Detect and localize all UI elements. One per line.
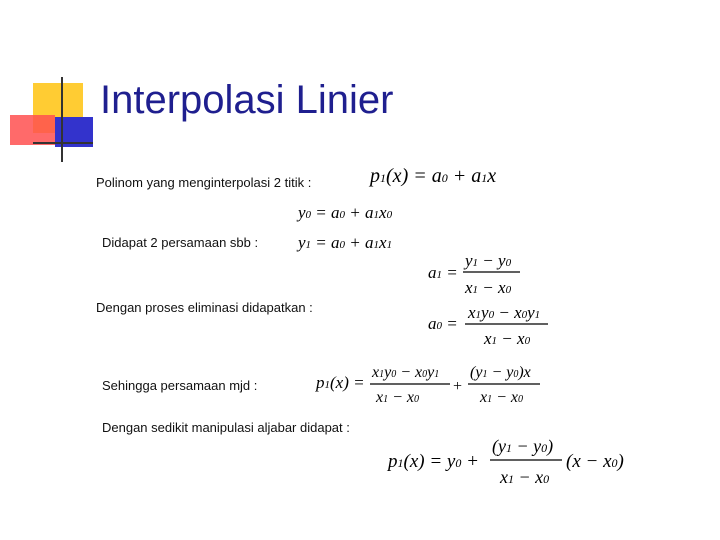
equation-polinom	[368, 165, 496, 187]
svg-text:a0 =: a0 =	[428, 314, 458, 333]
label-sehingga: Sehingga persamaan mjd :	[102, 378, 258, 393]
label-didapat: Didapat 2 persamaan sbb :	[102, 235, 259, 250]
equation-a0	[428, 303, 548, 348]
svg-text:+: +	[453, 378, 463, 395]
equation-p1-final	[386, 436, 624, 487]
svg-text:p1(x) = a0 + a1x: p1(x) = a0 + a1x	[370, 165, 497, 187]
svg-text:x1 − x0: x1 − x0	[500, 467, 550, 487]
svg-text:(x − x0): (x − x0)	[566, 451, 624, 472]
svg-text:x1y0 − x0y1: x1y0 − x0y1	[468, 303, 541, 322]
equation-a1	[428, 251, 520, 297]
svg-text:x1 − x0: x1 − x0	[465, 278, 512, 297]
slide-title: Interpolasi Linier	[100, 78, 394, 122]
svg-text:y0 = a0 + a1x0: y0 = a0 + a1x0	[298, 203, 393, 222]
svg-text:a1 =: a1 =	[428, 263, 458, 282]
svg-text:(y1 − y0)x: (y1 − y0)x	[470, 364, 531, 381]
label-eliminasi: Dengan proses eliminasi didapatkan :	[96, 300, 313, 315]
svg-text:y1 = a0 + a1x1: y1 = a0 + a1x1	[298, 233, 393, 252]
svg-text:p1(x) =: p1(x) =	[316, 373, 365, 392]
equation-y0	[296, 203, 393, 222]
svg-text:x1 − x0: x1 − x0	[484, 329, 531, 348]
label-manipulasi: Dengan sedikit manipulasi aljabar didapat :	[102, 420, 350, 435]
equation-y1	[296, 233, 392, 252]
svg-text:p1(x) = y0 +: p1(x) = y0 +	[388, 451, 479, 472]
svg-text:x1 − x0: x1 − x0	[480, 389, 524, 406]
svg-text:y1 − y0: y1 − y0	[465, 251, 512, 270]
svg-text:(y1 − y0): (y1 − y0)	[492, 436, 554, 456]
svg-text:x1y0 − x0y1: x1y0 − x0y1	[372, 364, 440, 381]
label-polinom: Polinom yang menginterpolasi 2 titik :	[96, 175, 312, 190]
equation-p1-full	[315, 364, 540, 406]
svg-text:x1 − x0: x1 − x0	[376, 389, 420, 406]
